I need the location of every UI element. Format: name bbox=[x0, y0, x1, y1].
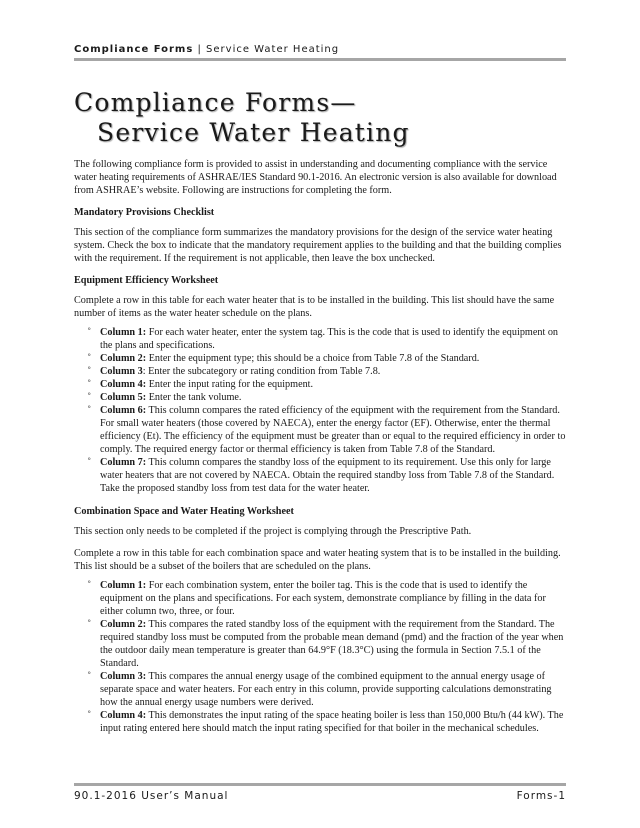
list-item-text: For each water heater, enter the system tag. This is the code that is used to identify the equipment on the plans and specifications. bbox=[100, 327, 559, 351]
combination-column-list bbox=[74, 579, 566, 735]
list-item bbox=[74, 352, 566, 365]
equipment-heading: Equipment Efficiency Worksheet bbox=[74, 275, 219, 286]
list-item-text: This compares the annual energy usage of the combined equipment to the annual energy usage of separate space and water heaters. For each entry in this column, provide supporting calculations demonstrating how the annual energy usage numbers were derived. bbox=[100, 671, 552, 708]
bullet-icon: º bbox=[88, 456, 91, 465]
bullet-icon: º bbox=[88, 618, 91, 627]
list-item bbox=[74, 326, 566, 352]
list-item bbox=[74, 365, 566, 378]
mandatory-heading: Mandatory Provisions Checklist bbox=[74, 207, 215, 218]
list-item-label: Column 2: bbox=[100, 353, 147, 364]
list-item-label: Column 7: bbox=[100, 457, 147, 468]
bullet-icon: º bbox=[88, 326, 91, 335]
running-header-separator: | bbox=[193, 44, 207, 55]
bullet-icon: º bbox=[88, 391, 91, 400]
list-item-text: Enter the tank volume. bbox=[146, 392, 242, 403]
mandatory-paragraph: This section of the compliance form summarizes the mandatory provisions for the design of the service water heating system. Check the box to indicate that the mandatory requirement applies to the building and that the building complies with the requirement. If the requirement is not applicable, then leave the box unchecked. bbox=[74, 227, 562, 264]
bullet-icon: º bbox=[88, 670, 91, 679]
running-header-subtitle: Service Water Heating bbox=[206, 44, 340, 55]
running-header bbox=[74, 44, 566, 55]
bullet-icon: º bbox=[88, 404, 91, 413]
list-item-label: Column 1: bbox=[100, 580, 147, 591]
header-rule bbox=[74, 58, 566, 61]
footer-manual-title: 90.1-2016 User’s Manual bbox=[74, 790, 229, 802]
combination-paragraph-1: This section only needs to be completed if the project is complying through the Prescriptive Path. bbox=[74, 526, 472, 537]
list-item-label: Column 6: bbox=[100, 405, 147, 416]
list-item-label: Column 3: bbox=[100, 671, 147, 682]
running-header-title: Compliance Forms bbox=[74, 44, 194, 55]
list-item bbox=[74, 404, 566, 456]
list-item-text: This column compares the standby loss of the equipment to its requirement. Use this only for large water heaters that are not covered by NAECA. Obtain the required standby loss from Table 7.8 of the Standard. Take the proposed standby loss from test data for the water heater. bbox=[100, 457, 555, 494]
page-title-line2: Service Water Heating bbox=[97, 118, 410, 147]
equipment-paragraph: Complete a row in this table for each water heater that is to be installed in the building. This list should have the same number of items as the water heater schedule on the plans. bbox=[74, 295, 555, 319]
list-item-text: Enter the input rating for the equipment. bbox=[146, 379, 314, 390]
list-item bbox=[74, 456, 566, 495]
list-item-label: Column 4: bbox=[100, 710, 147, 721]
list-item bbox=[74, 618, 566, 670]
running-footer bbox=[74, 790, 566, 802]
list-item-label: Column 1: bbox=[100, 327, 147, 338]
bullet-icon: º bbox=[88, 579, 91, 588]
page-title-line1: Compliance Forms— bbox=[74, 88, 357, 117]
page-title bbox=[74, 88, 410, 148]
list-item bbox=[74, 391, 566, 404]
equipment-column-list bbox=[74, 326, 566, 495]
page-body bbox=[74, 158, 566, 745]
list-item bbox=[74, 670, 566, 709]
list-item-label: Column 3 bbox=[100, 366, 143, 377]
list-item bbox=[74, 709, 566, 735]
list-item-label: Column 4: bbox=[100, 379, 147, 390]
list-item-text: This compares the rated standby loss of the equipment with the requirement from the Standard. The required standby loss must be computed from the probable mean demand (pmd) and the fraction of the year when the outdoor daily mean temperature is greater than 64.9°F (18.3°C) using the formula in Section 7.5.1 of the Standard. bbox=[100, 619, 564, 669]
list-item-text: For each combination system, enter the boiler tag. This is the code that is used to identify the equipment on the plans and specifications. For each system, demonstrate compliance by filling in the data for either column two, three, or four. bbox=[100, 580, 546, 617]
bullet-icon: º bbox=[88, 378, 91, 387]
list-item bbox=[74, 378, 566, 391]
list-item-text: This column compares the rated efficiency of the equipment with the requirement from the Standard. For small water heaters (those covered by NAECA), enter the energy factor (EF). Otherwise, enter the thermal efficiency (Et). The efficiency of the equipment must be greater than or equal to the required efficiency in order to comply. The required energy factor or thermal efficiency is taken from Table 7.8 of the Standard. bbox=[100, 405, 566, 455]
list-item-text: Enter the equipment type; this should be a choice from Table 7.8 of the Standard. bbox=[146, 353, 480, 364]
combination-paragraph-2: Complete a row in this table for each combination space and water heating system that is to be installed in the building. This list should be a subset of the boilers that are scheduled on the plans. bbox=[74, 548, 561, 572]
page-number: Forms-1 bbox=[516, 790, 566, 802]
bullet-icon: º bbox=[88, 352, 91, 361]
list-item-label: Column 2: bbox=[100, 619, 147, 630]
bullet-icon: º bbox=[88, 365, 91, 374]
footer-rule bbox=[74, 783, 566, 786]
list-item-text: : Enter the subcategory or rating condition from Table 7.8. bbox=[142, 366, 381, 377]
intro-paragraph: The following compliance form is provided to assist in understanding and documenting compliance with the service water heating requirements of ASHRAE/IES Standard 90.1-2016. An electronic version is also available for download from ASHRAE’s website. Following are instructions for completing the form. bbox=[74, 159, 557, 196]
combination-heading: Combination Space and Water Heating Worksheet bbox=[74, 506, 294, 517]
list-item-text: This demonstrates the input rating of the space heating boiler is less than 150,000 Btu/h (44 kW). The input rating entered here should match the input rating specified for that boiler in the mechanical schedules. bbox=[100, 710, 564, 734]
list-item-label: Column 5: bbox=[100, 392, 147, 403]
bullet-icon: º bbox=[88, 709, 91, 718]
list-item bbox=[74, 579, 566, 618]
